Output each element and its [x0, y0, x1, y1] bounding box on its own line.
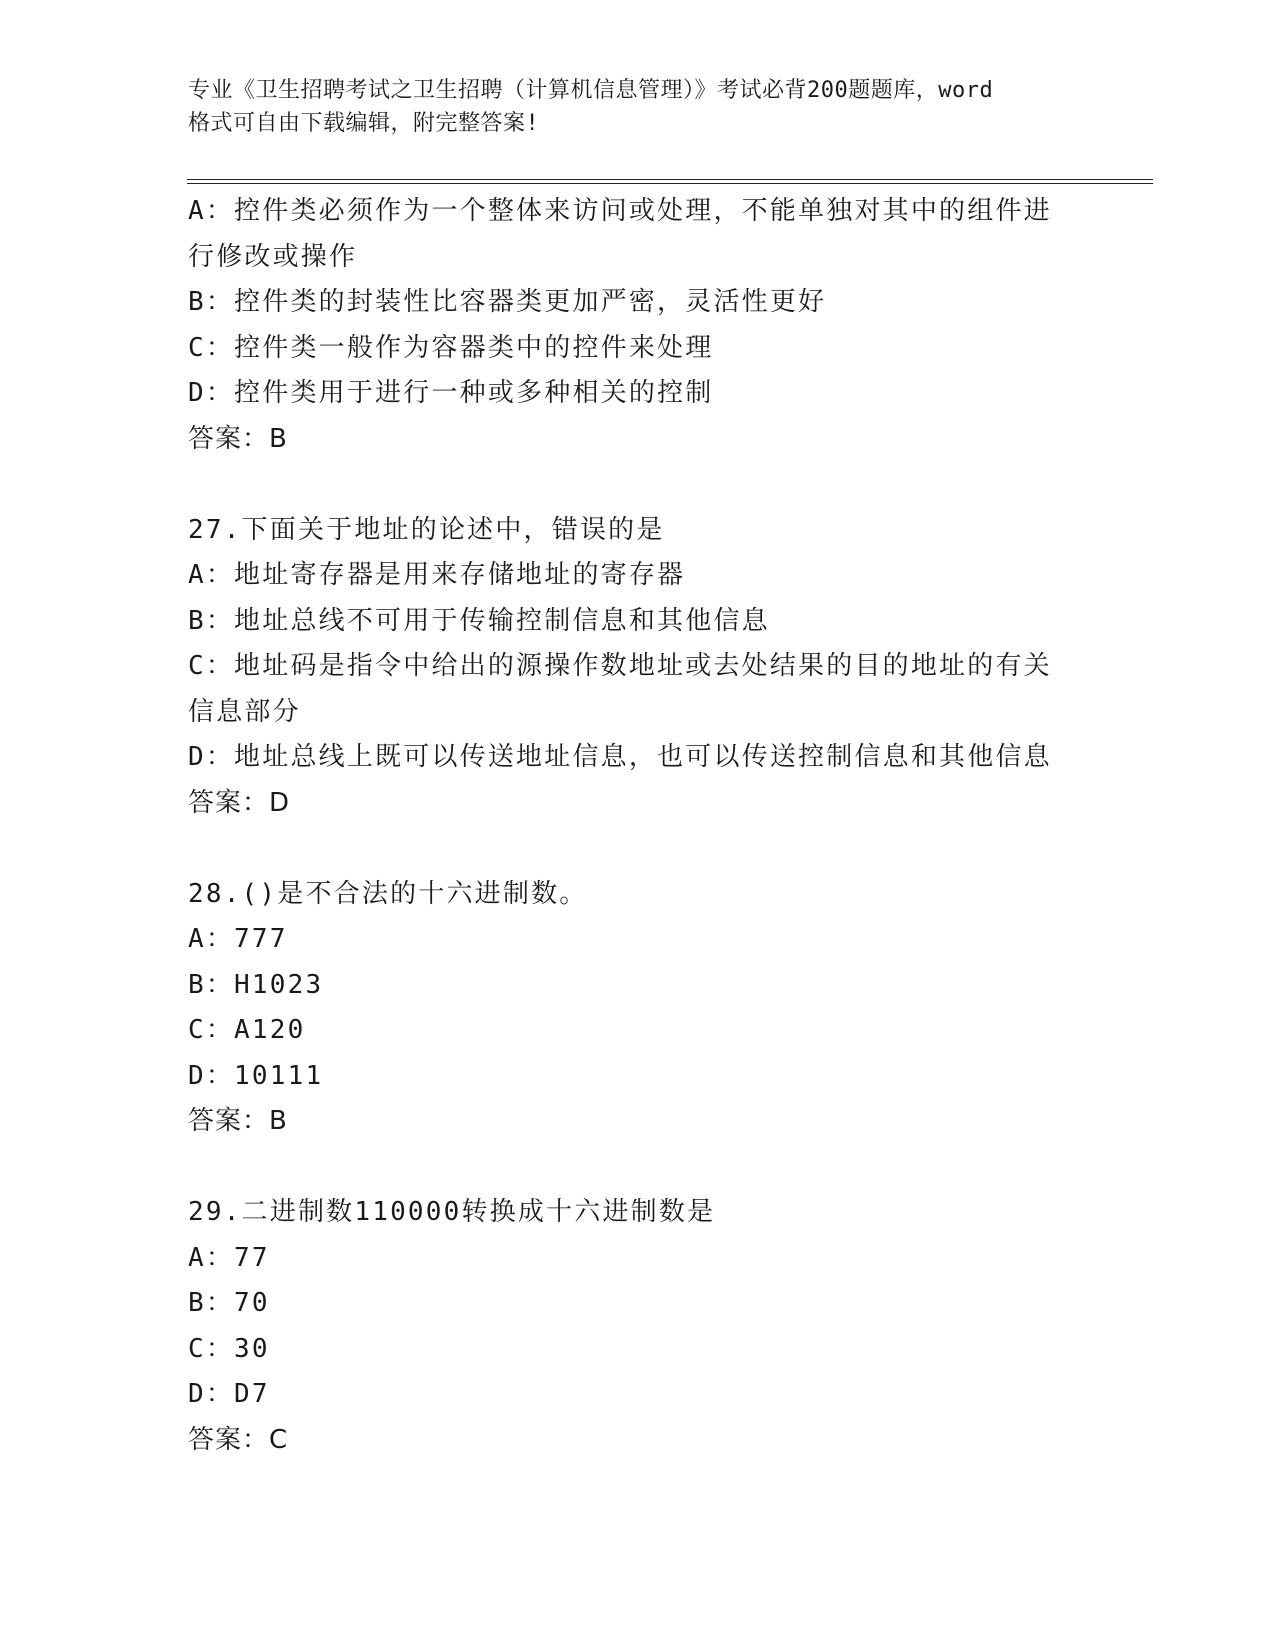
header-double-rule: [187, 179, 1153, 184]
answer-line: 答案：B: [188, 423, 288, 454]
option-c: C：A120: [188, 1015, 306, 1045]
header-title-line2: 格式可自由下载编辑，附完整答案!: [188, 111, 540, 136]
document-content: [188, 189, 1088, 1463]
header-title-line1: 专业《卫生招聘考试之卫生招聘（计算机信息管理）》考试必背200题题库，word: [188, 78, 994, 103]
option-d: D：地址总线上既可以传送地址信息，也可以传送控制信息和其他信息: [188, 742, 1052, 772]
question-text: 29.二进制数110000转换成十六进制数是: [188, 1197, 716, 1227]
question-27-block: [188, 508, 1088, 827]
option-d: D：控件类用于进行一种或多种相关的控制: [188, 378, 714, 408]
option-d: D：D7: [188, 1379, 270, 1409]
option-a: A：77: [188, 1242, 270, 1273]
question-29-block: [188, 1190, 1088, 1463]
option-d: D：10111: [188, 1060, 324, 1091]
option-c-continued: 信息部分: [188, 696, 301, 727]
question-text: 28.()是不合法的十六进制数。: [188, 878, 588, 909]
answer-line: 答案：D: [188, 787, 291, 818]
spacer: [188, 462, 1088, 508]
option-a: A：控件类必须作为一个整体来访问或处理，不能单独对其中的组件进: [188, 196, 1052, 226]
question-text: 27.下面关于地址的论述中，错误的是: [188, 514, 665, 545]
option-a-continued: 行修改或操作: [188, 241, 358, 272]
option-c: C：控件类一般作为容器类中的控件来处理: [188, 332, 714, 363]
option-a: A：地址寄存器是用来存储地址的寄存器: [188, 560, 686, 590]
spacer: [188, 1145, 1088, 1191]
question-26-block: [188, 189, 1088, 462]
answer-line: 答案：C: [188, 1424, 289, 1455]
document-header: [188, 74, 1088, 140]
option-c: C：30: [188, 1333, 270, 1364]
option-b: B：H1023: [188, 969, 324, 1000]
option-b: B：70: [188, 1288, 270, 1318]
question-28-block: [188, 872, 1088, 1145]
option-b: B：地址总线不可用于传输控制信息和其他信息: [188, 605, 770, 636]
option-c: C：地址码是指令中给出的源操作数地址或去处结果的目的地址的有关: [188, 651, 1052, 681]
spacer: [188, 826, 1088, 872]
option-a: A：777: [188, 924, 288, 954]
option-b: B：控件类的封装性比容器类更加严密，灵活性更好: [188, 287, 827, 317]
answer-line: 答案：B: [188, 1106, 288, 1136]
